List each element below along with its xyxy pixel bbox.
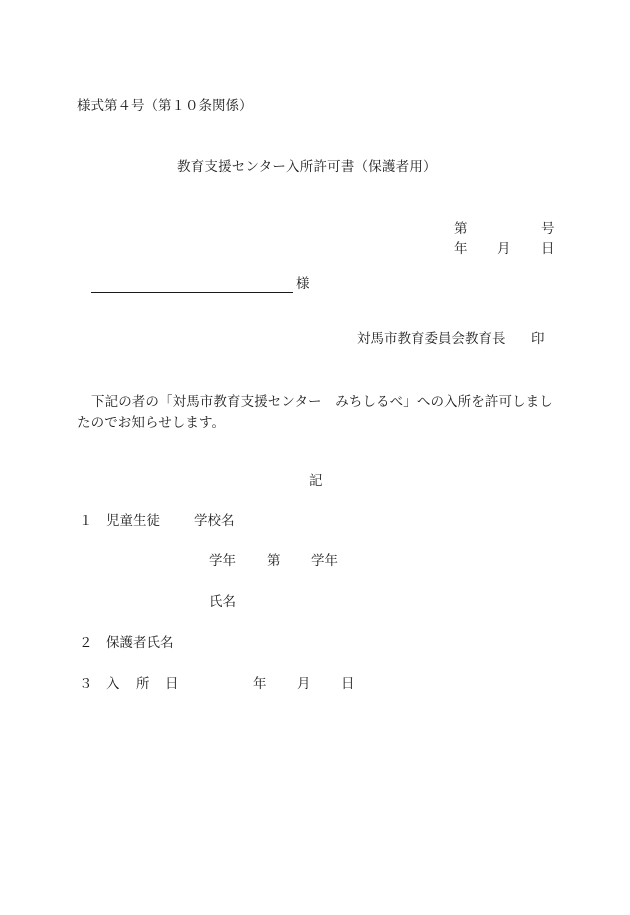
document-title: 教育支援センター入所許可書（保護者用） (177, 159, 437, 175)
item3-label-char-2: 所 (136, 676, 150, 692)
item1-grade-suffix: 学年 (311, 553, 338, 569)
addressee-suffix: 様 (296, 276, 310, 292)
item1-label: 児童生徒 (106, 513, 160, 529)
item3-number: ３ (79, 676, 93, 692)
date-year-label: 年 (454, 241, 468, 257)
seal-mark: 印 (531, 331, 545, 347)
ki-heading: 記 (309, 473, 323, 489)
item3-label-char-1: 入 (106, 676, 120, 692)
item1-name-label: 氏名 (209, 594, 236, 610)
item1-grade-label: 学年 (209, 553, 236, 569)
document-number-suffix: 号 (541, 221, 555, 237)
form-number: 様式第４号（第１０条関係） (77, 98, 253, 114)
item3-month-label: 月 (297, 676, 311, 692)
item3-year-label: 年 (253, 676, 267, 692)
item2-number: ２ (79, 635, 93, 651)
item3-label-char-3: 日 (165, 676, 179, 692)
date-month-label: 月 (497, 241, 511, 257)
date-day-label: 日 (541, 241, 555, 257)
item2-label: 保護者氏名 (106, 635, 174, 651)
issuer-name: 対馬市教育委員会教育長 (357, 331, 506, 347)
item1-number: １ (79, 513, 93, 529)
notice-body-text: 下記の者の「対馬市教育支援センター みちしるべ」への入所を許可しましたのでお知らせします。 (77, 394, 553, 431)
item1-school-label: 学校名 (194, 513, 235, 529)
addressee-underline (91, 292, 293, 293)
item3-day-label: 日 (341, 676, 355, 692)
document-number-prefix: 第 (454, 221, 468, 237)
item1-grade-prefix: 第 (267, 553, 281, 569)
